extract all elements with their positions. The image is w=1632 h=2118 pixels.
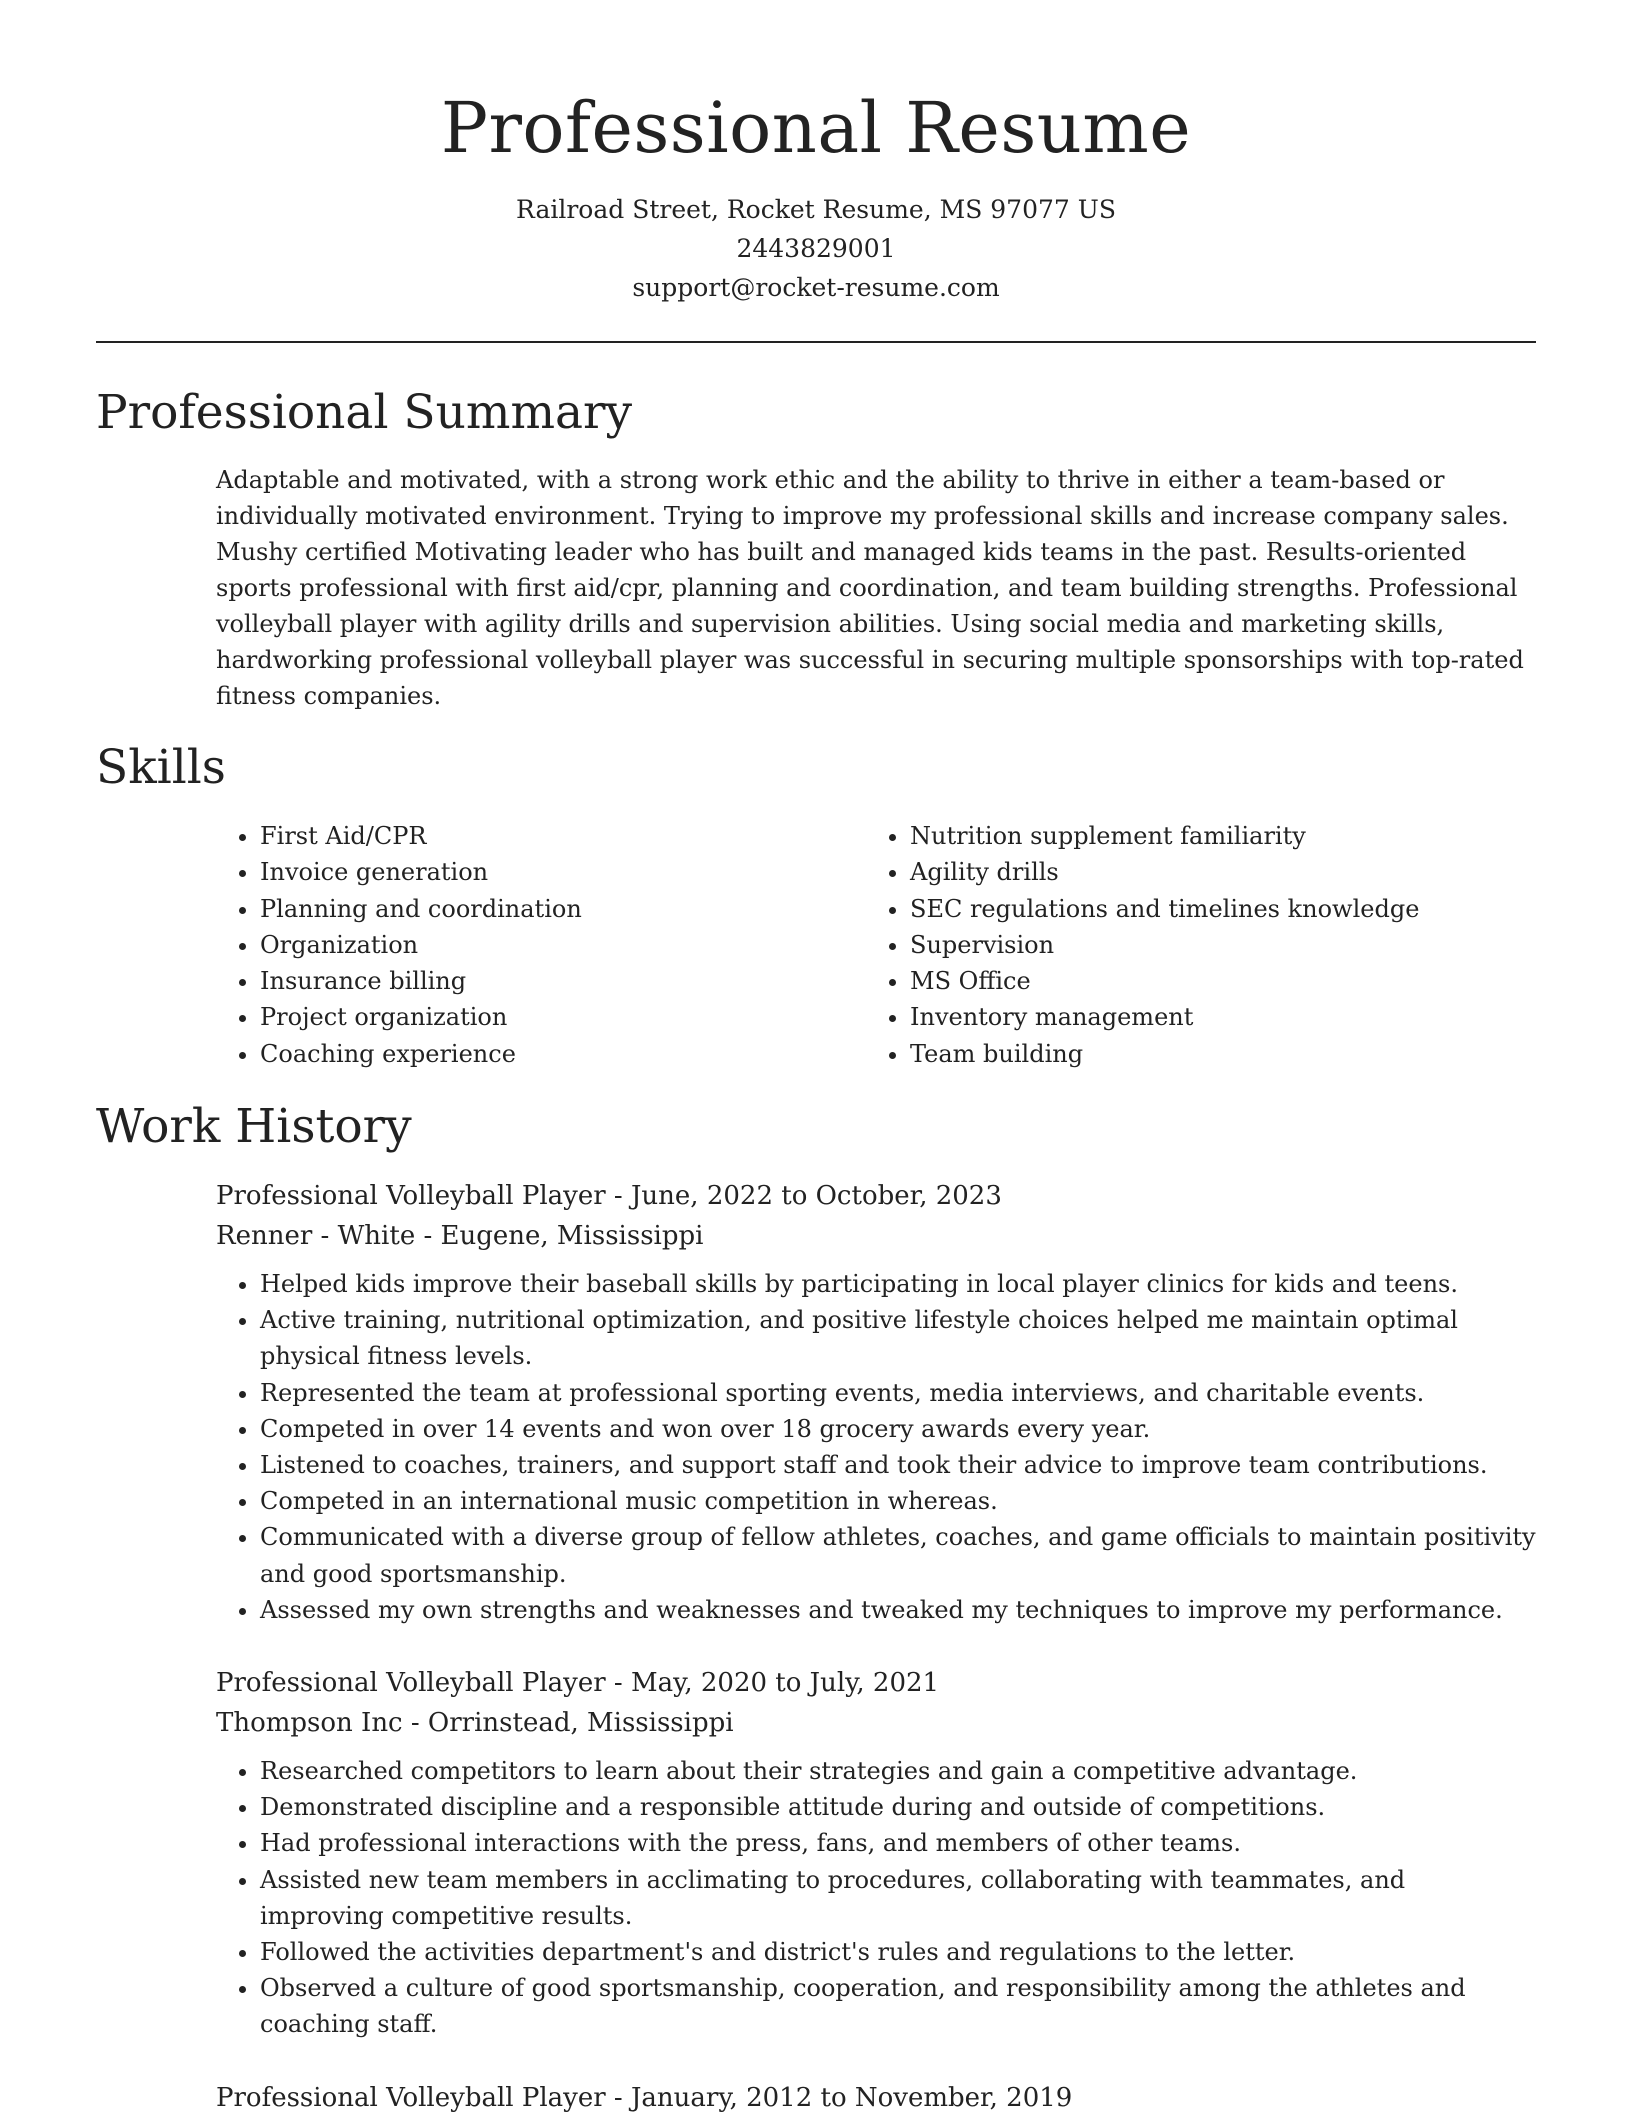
list-item: • Observed a culture of good sportsmanship, cooperation, and responsibility among the athletes and coaching staff. — [260, 1970, 1536, 2042]
skill-item: • SEC regulations and timelines knowledge — [910, 891, 1536, 927]
skill-item: • Insurance billing — [260, 963, 866, 999]
job-company: Thompson Inc - Orrinstead, Mississippi — [216, 1708, 734, 1738]
address: Railroad Street, Rocket Resume, MS 97077 US — [516, 195, 1116, 224]
summary-heading: Professional Summary — [96, 385, 633, 440]
job-entry — [216, 1663, 1536, 2043]
job-title: Professional Volleyball Player - June, 2022 to October, 2023 — [216, 1181, 1002, 1211]
skill-item: • Supervision — [910, 927, 1536, 963]
skills-column-left — [216, 818, 866, 1072]
skill-item: • Invoice generation — [260, 854, 866, 890]
resume-title: Professional Resume — [440, 87, 1192, 169]
list-item: • Competed in an international music competition in whereas. — [260, 1483, 1536, 1519]
list-item: • Assisted new team members in acclimating to procedures, collaborating with teammates, and improving competitive results. — [260, 1862, 1536, 1934]
skill-item: • First Aid/CPR — [260, 818, 866, 854]
job-bullets — [216, 1753, 1536, 2043]
skill-item: • Coaching experience — [260, 1036, 866, 1072]
skills-heading: Skills — [96, 740, 226, 795]
skill-item: • Agility drills — [910, 854, 1536, 890]
list-item: • Represented the team at professional sporting events, media interviews, and charitable events. — [260, 1375, 1536, 1411]
list-item: • Listened to coaches, trainers, and support staff and took their advice to improve team contributions. — [260, 1447, 1536, 1483]
job-bullets — [216, 1266, 1536, 1628]
job-entry — [216, 2078, 1536, 2118]
work-history-heading: Work History — [96, 1099, 412, 1154]
list-item: • Active training, nutritional optimization, and positive lifestyle choices helped me maintain optimal physical fitness levels. — [260, 1302, 1536, 1374]
list-item: • Had professional interactions with the press, fans, and members of other teams. — [260, 1825, 1536, 1861]
skill-item: • Nutrition supplement familiarity — [910, 818, 1536, 854]
skill-item: • Inventory management — [910, 999, 1536, 1035]
email: support@rocket-resume.com — [632, 273, 1000, 302]
list-item: • Communicated with a diverse group of fellow athletes, coaches, and game officials to maintain positivity and good sportsmanship. — [260, 1519, 1536, 1591]
list-item: • Helped kids improve their baseball skills by participating in local player clinics for kids and teens. — [260, 1266, 1536, 1302]
skills-column-right — [866, 818, 1536, 1072]
skill-item: • Planning and coordination — [260, 891, 866, 927]
skill-item: • Team building — [910, 1036, 1536, 1072]
skill-item: • Organization — [260, 927, 866, 963]
list-item: • Assessed my own strengths and weaknesses and tweaked my techniques to improve my performance. — [260, 1592, 1536, 1628]
header-divider — [96, 341, 1536, 343]
job-title: Professional Volleyball Player - January, 2012 to November, 2019 — [216, 2083, 1073, 2113]
job-entry — [216, 1176, 1536, 1628]
summary-text: Adaptable and motivated, with a strong work ethic and the ability to thrive in either a team-based or individually motivated environment. Trying to improve my professional skills and increase company sales. Mushy certified Motivating leader who has built and managed kids teams in the past. Results-oriented sports professional with first aid/cpr, planning and coordination, and team building strengths. Professional volleyball player with agility drills and supervision abilities. Using social media and marketing skills, hardworking professional volleyball player was successful in securing multiple sponsorships with top-rated fitness companies. — [216, 466, 1524, 710]
list-item: • Competed in over 14 events and won over 18 grocery awards every year. — [260, 1411, 1536, 1447]
skill-item: • MS Office — [910, 963, 1536, 999]
contact-block — [96, 190, 1536, 307]
job-title: Professional Volleyball Player - May, 2020 to July, 2021 — [216, 1668, 940, 1698]
list-item: • Researched competitors to learn about their strategies and gain a competitive advantage. — [260, 1753, 1536, 1789]
phone: 2443829001 — [736, 234, 896, 263]
job-company: Renner - White - Eugene, Mississippi — [216, 1221, 704, 1251]
skills-list — [216, 818, 1536, 1072]
list-item: • Followed the activities department's and district's rules and regulations to the letter. — [260, 1934, 1536, 1970]
skill-item: • Project organization — [260, 999, 866, 1035]
list-item: • Demonstrated discipline and a responsible attitude during and outside of competitions. — [260, 1789, 1536, 1825]
